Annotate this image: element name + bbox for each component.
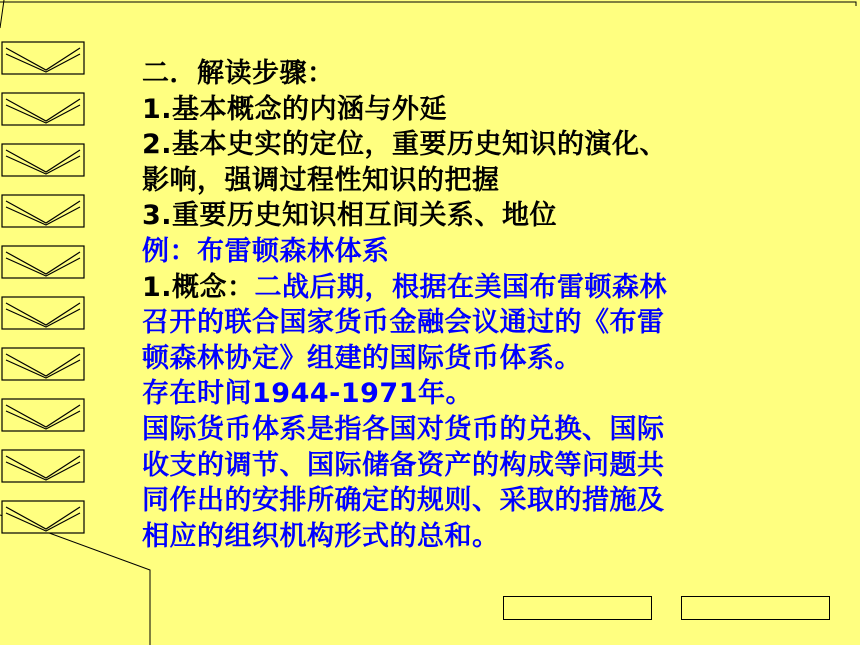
step-line-3: 3.重要历史知识相互间关系、地位 xyxy=(142,200,558,232)
step-line-2: 2.基本史实的定位，重要历史知识的演化、 xyxy=(142,129,668,161)
example-title: 例：布雷顿森林体系 xyxy=(142,235,390,267)
checkmark-tab-icon xyxy=(0,38,86,78)
checkmark-tab-icon xyxy=(0,446,86,486)
slide-content xyxy=(142,56,802,554)
concept-text-1: 二战后期，根据在美国布雷顿森林 xyxy=(254,271,668,303)
definition-line-4: 相应的组织机构形式的总和。 xyxy=(142,520,500,552)
step-line-1: 1.基本概念的内涵与外延 xyxy=(142,93,448,125)
existence-period: 存在时间1944-1971年。 xyxy=(142,378,473,410)
concept-line-1 xyxy=(142,270,802,306)
checkmark-tab-icon xyxy=(0,140,86,180)
concept-line-2: 召开的联合国家货币金融会议通过的《布雷 xyxy=(142,307,665,339)
definition-line-3: 同作出的安排所确定的规则、采取的措施及 xyxy=(142,485,665,517)
checkmark-tab-icon xyxy=(0,497,86,537)
section-heading: 二．解读步骤： xyxy=(142,58,335,89)
bottom-box-left xyxy=(503,596,652,620)
definition-line-2: 收支的调节、国际储备资产的构成等问题共 xyxy=(142,449,665,481)
checkmark-tab-icon xyxy=(0,89,86,129)
concept-line-3: 顿森林协定》组建的国际货币体系。 xyxy=(142,342,582,374)
checkmark-tab-icon xyxy=(0,395,86,435)
definition-line-1: 国际货币体系是指各国对货币的兑换、国际 xyxy=(142,413,665,445)
checkmark-tab-icon xyxy=(0,191,86,231)
step-line-2-cont: 影响，强调过程性知识的把握 xyxy=(142,164,500,196)
checkmark-tab-icon xyxy=(0,293,86,333)
checkmark-tab-icon xyxy=(0,344,86,384)
checkmark-tab-icon xyxy=(0,242,86,282)
bottom-box-right xyxy=(681,596,830,620)
concept-label: 1.概念： xyxy=(142,271,255,303)
